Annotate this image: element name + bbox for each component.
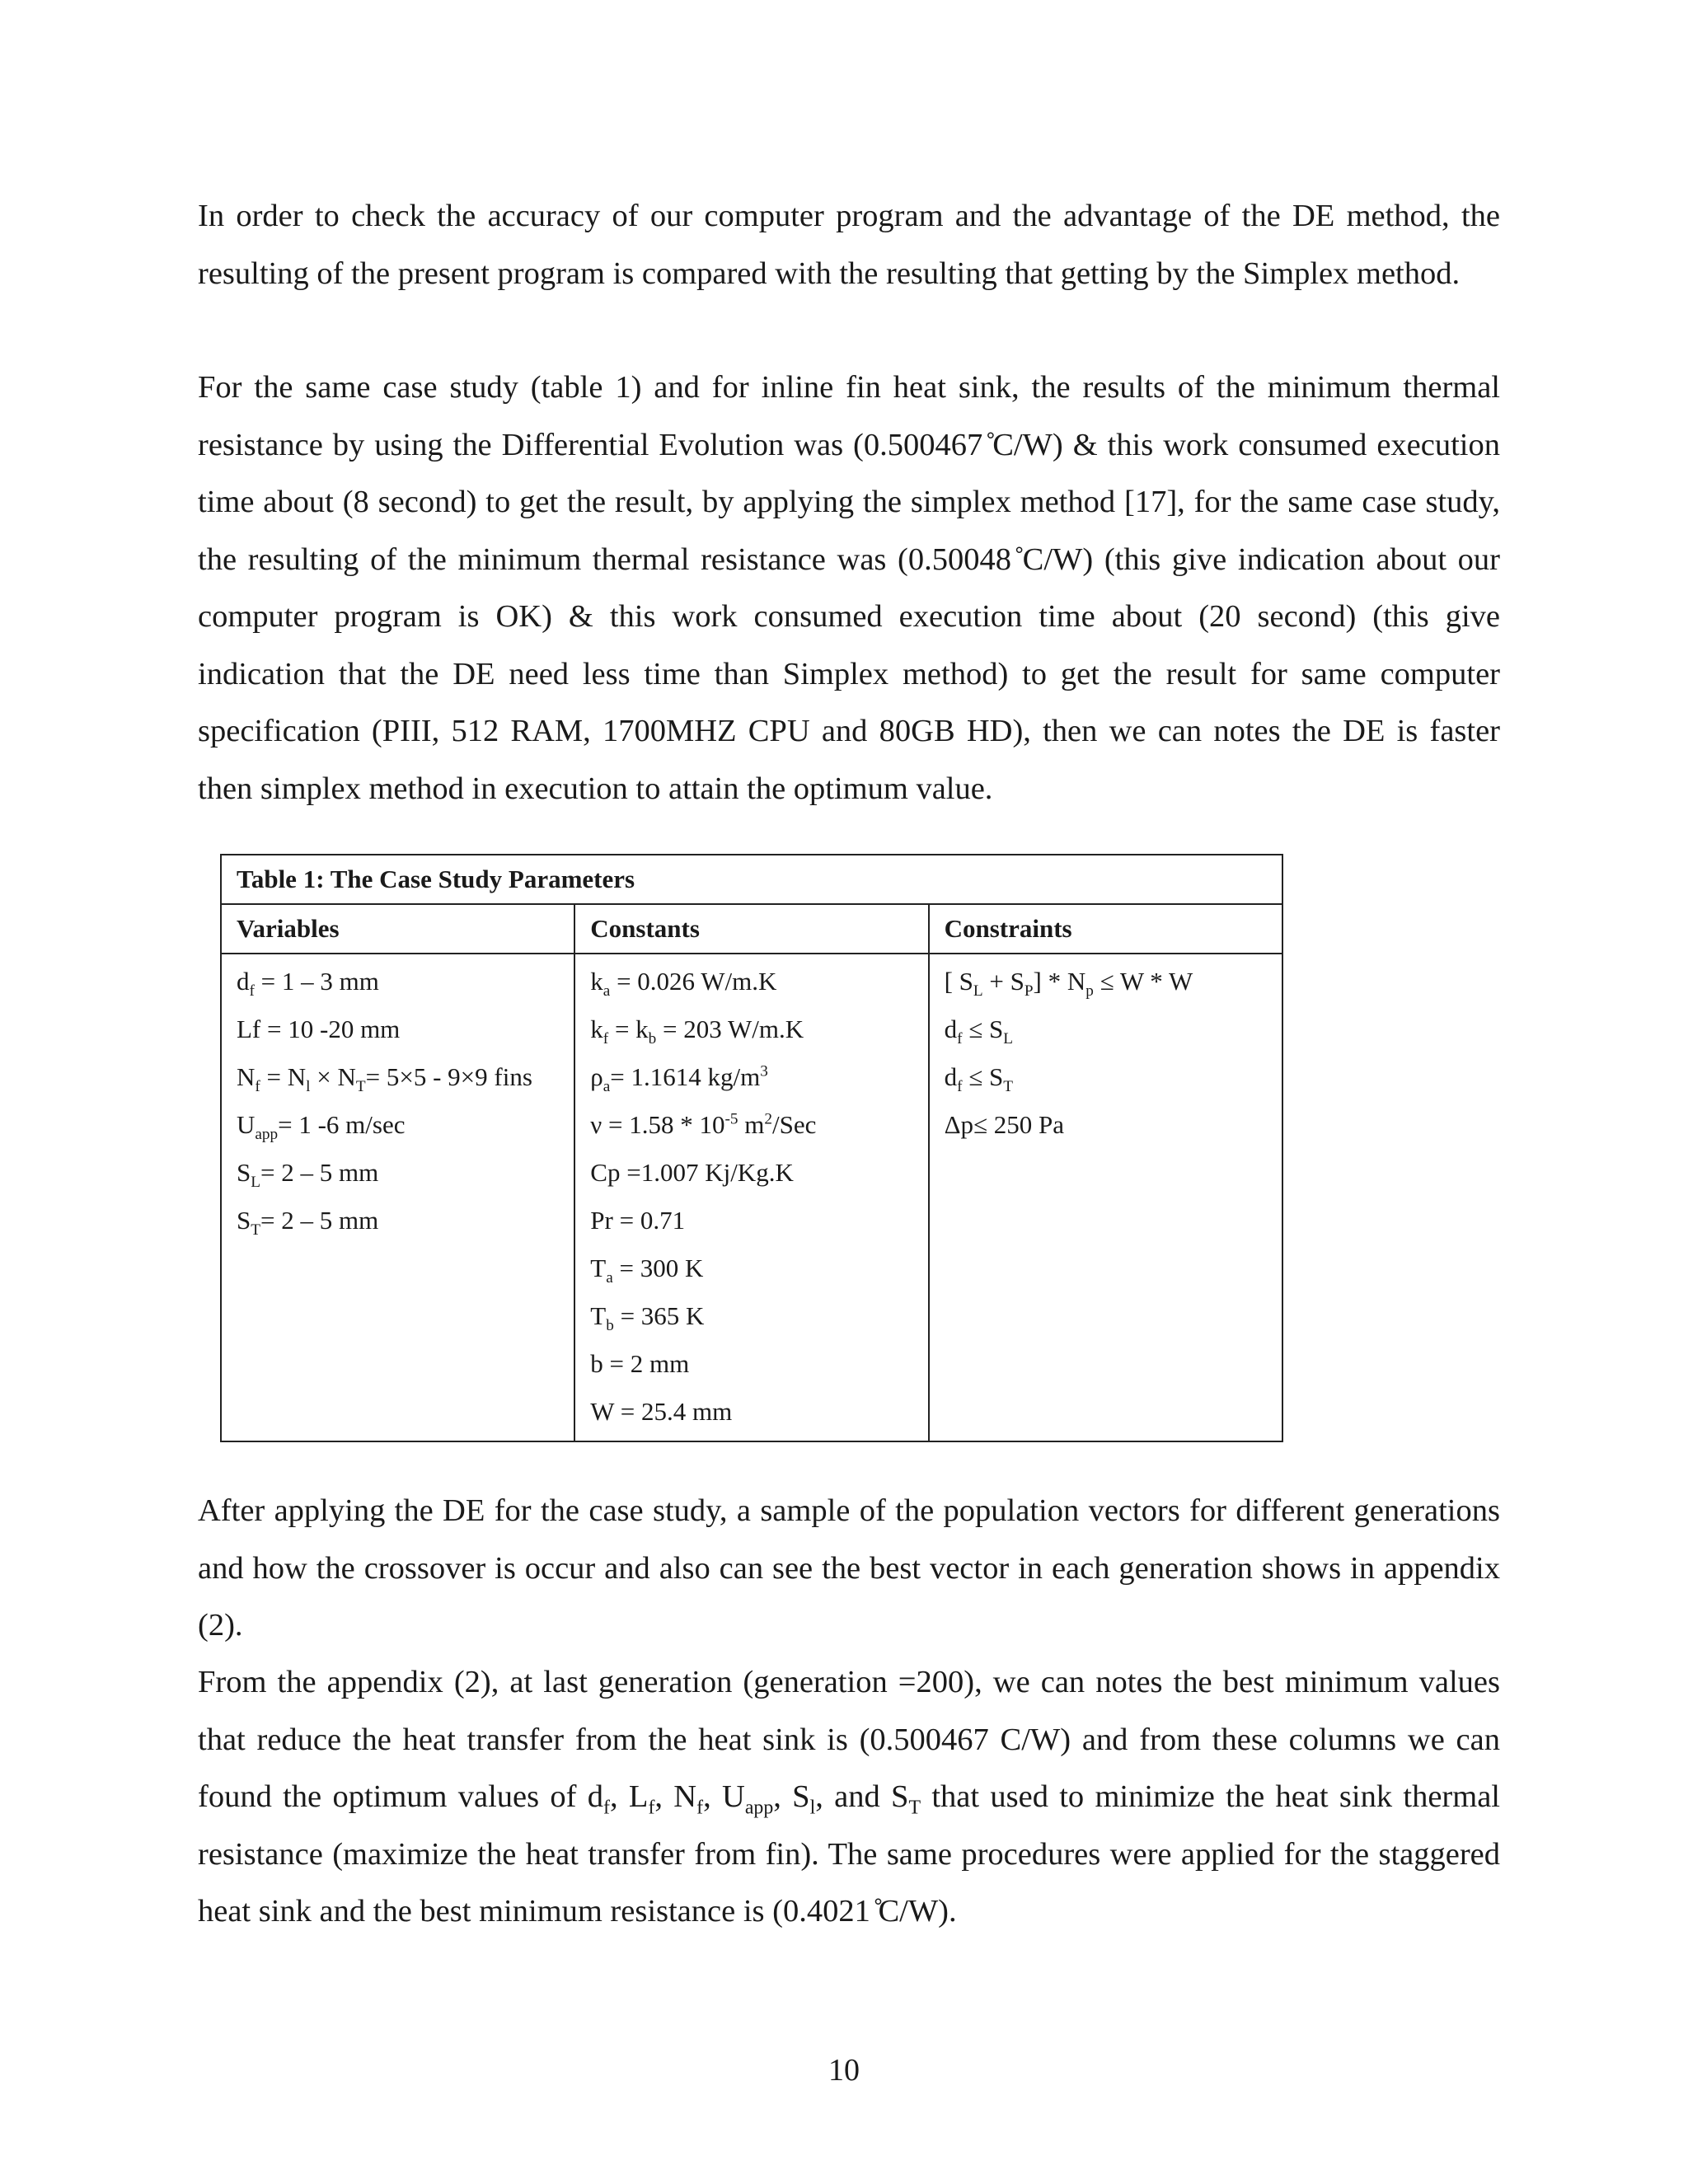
constraint-df-st: $d_f \le S_T$	[944, 1062, 1013, 1096]
constants-column	[574, 954, 928, 1441]
constant-ka: $k_a = 0.026$ W/m.K	[590, 967, 777, 1001]
variable-sl: $S_L= 2 - 5$ mm	[237, 1158, 379, 1192]
variable-uapp: $U_{app}= 1$ -6 m/sec	[237, 1110, 406, 1144]
variable-df: $d_f = 1 - 3$ mm	[237, 967, 379, 1001]
paragraph-appendix-results: From the appendix (2), at last generation (generation =200), we can notes the best minimum values that reduce the heat transfer from the heat sink is (0.500467 C/W) and from these columns we can found the optimum values of $d_f$, $L_f$, $N_f$, $U_{app}$, $S_l$, and $S_T$ that used to minimize the heat sink thermal resistance (maximize the heat transfer from fin). The same procedures were applied for the staggered heat sink and the best minimum resistance is (0.4021 ̊C/W).	[198, 1665, 1500, 1929]
paragraph-accuracy-check: In order to check the accuracy of our computer program and the advantage of the DE method, the resulting of the present program is compared with the resulting that getting by the Simplex method.	[198, 199, 1500, 291]
variables-column	[221, 954, 574, 1441]
constant-kf-kb: $k_f = k_b = 203$ W/m.K	[590, 1015, 804, 1048]
variable-lf: Lf = 10 -20 mm	[237, 1015, 401, 1043]
case-study-table	[220, 854, 1283, 1442]
constant-pr: Pr = 0.71	[590, 1206, 686, 1235]
constant-ta: $T_a = 300$ K	[590, 1254, 704, 1287]
constant-tb: $T_b = 365$ K	[590, 1301, 705, 1335]
table-title: Table 1: The Case Study Parameters	[221, 855, 1282, 904]
header-variables: Variables	[221, 904, 574, 954]
paragraph-de-sample: After applying the DE for the case study, a sample of the population vectors for different generations and how the crossover is occur and also can see the best vector in each generation shows in appendix (2).	[198, 1493, 1500, 1643]
constant-b: b = 2 mm	[590, 1349, 690, 1378]
header-constants: Constants	[574, 904, 928, 954]
constraint-pressure-drop: Δp≤ 250 Pa	[944, 1110, 1065, 1139]
variable-st: $S_T= 2 - 5$ mm	[237, 1206, 379, 1240]
constraint-spacing: [ $S_L + S_P] * N_p \le W * W$	[944, 967, 1193, 1001]
constraint-df-sl: $d_f \le S_L$	[944, 1015, 1013, 1048]
constraints-column	[929, 954, 1282, 1441]
constant-nu: $\nu = 1.58 * 10^{-5}$ $m^2$/Sec	[590, 1110, 817, 1139]
constant-rho-a: $\rho_a= 1.1614$ $kg/m^3$	[590, 1062, 768, 1096]
constant-w: W = 25.4 mm	[590, 1397, 733, 1426]
header-constraints: Constraints	[929, 904, 1282, 954]
constant-cp: Cp =1.007 Kj/Kg.K	[590, 1158, 794, 1187]
page-number: 10	[828, 2053, 860, 2088]
variable-nf: $N_f = N_l \times N_T= 5\times 5 - 9\times 9$ fins	[237, 1062, 532, 1096]
paragraph-inline-results: For the same case study (table 1) and for inline fin heat sink, the results of the minimum thermal resistance by using the Differential Evolution was (0.500467 ̊C/W) & this work consumed execution time about (8 second) to get the result, by applying the simplex method [17], for the same case study, the resulting of the minimum thermal resistance was (0.50048 ̊C/W) (this give indication about our computer program is OK) & this work consumed execution time about (20 second) (this give indication that the DE need less time than Simplex method) to get the result for same computer specification (PIII, 512 RAM, 1700MHZ CPU and 80GB HD), then we can notes the DE is faster then simplex method in execution to attain the optimum value.	[198, 370, 1500, 806]
